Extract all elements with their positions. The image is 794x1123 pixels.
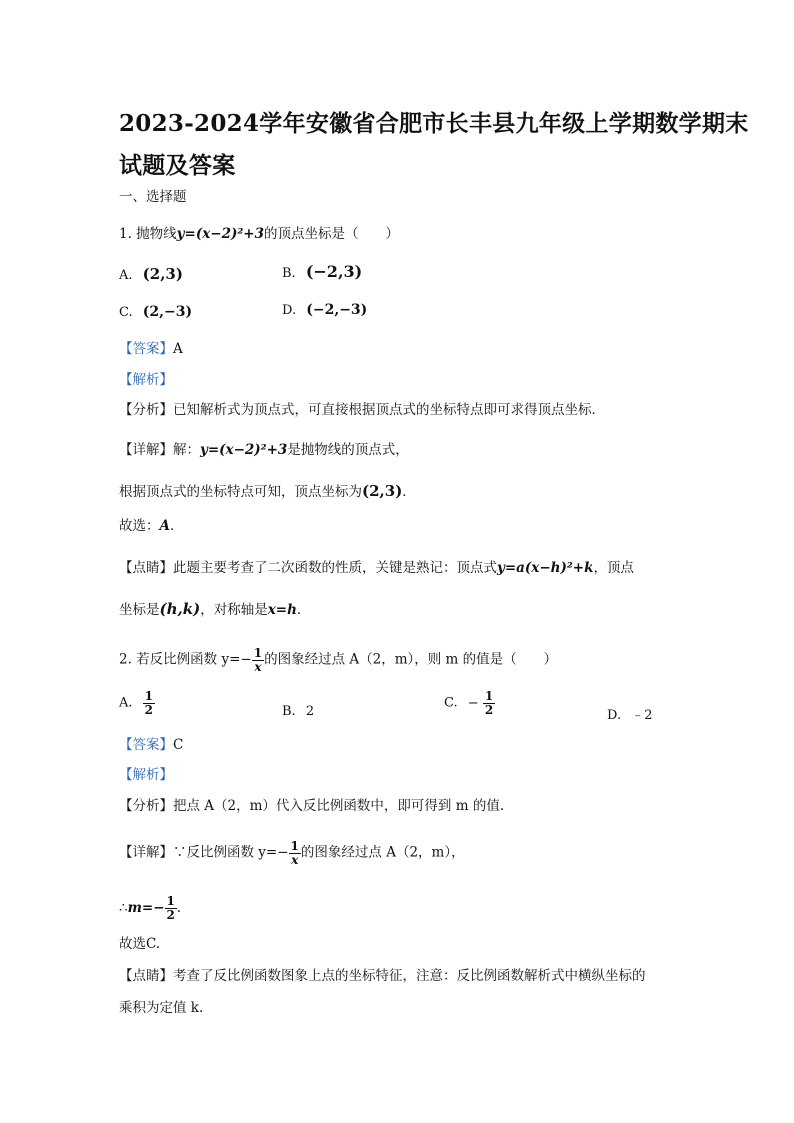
q1-dianjing-line2	[119, 598, 310, 618]
q1-fenxi	[119, 398, 605, 418]
q1-option-b-value: (−2,3)	[305, 262, 363, 281]
q2-dianjing-text: 考查了反比例函数图象上点的坐标特征，注意：反比例函数解析式中横纵坐标的	[173, 968, 646, 984]
q1-option-d-value: (−2,−3)	[306, 302, 368, 318]
q2-option-c-num: 1	[484, 689, 494, 703]
q1-vertex-line	[119, 480, 416, 500]
q2-answer-value: C	[173, 737, 184, 753]
q1-dianjing-label: 【点睛】	[119, 560, 173, 576]
q2-m-value-line	[119, 886, 190, 922]
q2-option-c-letter: C.	[444, 695, 458, 711]
q2-m-den: 2	[166, 908, 175, 922]
q1-xiangjie-text2: 是抛物线的顶点式，	[287, 442, 409, 458]
q2-fenxi-label: 【分析】	[119, 798, 173, 814]
q2-m-eq: m=−	[127, 900, 165, 916]
q2-analysis-label: 【解析】	[119, 767, 173, 783]
q2-option-a-fraction	[143, 690, 155, 716]
q1-answer-value: A	[173, 341, 183, 357]
q2-option-a-den: 2	[144, 702, 154, 717]
q1-option-b-letter: B.	[282, 266, 296, 281]
q1-option-b	[282, 262, 362, 281]
q1-xiangjie	[119, 438, 409, 458]
q1-answer	[119, 337, 183, 357]
q2-dianjing	[119, 964, 646, 984]
q2-option-a-letter: A.	[119, 695, 133, 711]
q2-option-d-letter: D.	[607, 708, 622, 723]
q1-dianjing-formula: y=a(x−h)²+k	[497, 560, 594, 576]
doc-title-line2: 试题及答案	[119, 152, 236, 179]
q1-formula: y=(x−2)²+3	[176, 226, 264, 242]
q1-dianjing	[119, 556, 634, 576]
q2-xiangjie-fraction	[289, 840, 301, 866]
q2-option-c-fraction	[483, 690, 495, 716]
q1-line2-value: (2,3)	[362, 482, 403, 500]
q2-prefix: 2. 若反比例函数 y=−	[119, 651, 252, 668]
q1-dianjing-end: ．	[296, 602, 311, 618]
q2-dianjing-label: 【点睛】	[119, 968, 173, 984]
q2-dianjing-line2: 乘积为定值 k.	[119, 1000, 204, 1016]
q2-option-d	[607, 704, 653, 723]
q2-m-num: 1	[166, 894, 175, 909]
q2-option-b-letter: B.	[282, 704, 296, 719]
q2-option-c	[444, 690, 495, 716]
q2-xiangjie-text1: ∵反比例函数 y=−	[173, 844, 289, 861]
q1-dianjing-line2a: 坐标是	[119, 602, 160, 618]
q2-xiangjie-den: x	[291, 852, 299, 867]
q1-dianjing-axis: x=h	[267, 602, 297, 618]
q2-xiangjie-label: 【详解】	[119, 844, 173, 861]
q2-m-fraction	[165, 895, 177, 921]
q2-suffix: 的图象经过点 A（2，m），则 m 的值是（ ）	[264, 651, 558, 668]
q2-fenxi-text: 把点 A（2，m）代入反比例函数中，即可得到 m 的值.	[173, 798, 505, 814]
q1-option-c-value: (2,−3)	[142, 304, 193, 320]
q1-option-d	[282, 302, 367, 318]
doc-title-line1: 2023-2024学年安徽省合肥市长丰县九年级上学期数学期末	[119, 110, 749, 137]
q2-therefore: ∴	[119, 900, 128, 916]
q2-answer	[119, 733, 183, 753]
q2-option-b-value: 2	[305, 704, 315, 719]
q1-dianjing-text: 此题主要考查了二次函数的性质，关键是熟记：顶点式	[173, 560, 497, 576]
q1-fenxi-text: 已知解析式为顶点式，可直接根据顶点式的坐标特点即可求得顶点坐标．	[173, 402, 605, 418]
q1-guxuan	[119, 514, 183, 534]
q1-fenxi-label: 【分析】	[119, 402, 173, 418]
q1-suffix: 的顶点坐标是（ ）	[263, 226, 399, 242]
q2-option-a	[119, 690, 155, 716]
q1-option-d-letter: D.	[282, 303, 297, 318]
q2-guxuan: 故选C.	[119, 936, 161, 952]
q1-xiangjie-text1: 解：	[173, 442, 200, 458]
q1-guxuan-end: ．	[169, 518, 184, 534]
q2-stem	[119, 647, 557, 673]
q1-guxuan-text: 故选：	[119, 518, 160, 534]
q2-m-end: ．	[176, 900, 191, 916]
q1-option-c	[119, 304, 192, 320]
q2-xiangjie	[119, 840, 465, 866]
q2-option-a-num: 1	[144, 689, 154, 703]
q2-xiangjie-num: 1	[290, 839, 299, 853]
q2-answer-label: 【答案】	[119, 737, 173, 753]
q1-stem	[119, 222, 399, 242]
q1-option-a-value: (2,3)	[142, 265, 183, 283]
q1-xiangjie-label: 【详解】	[119, 442, 173, 458]
q2-option-b	[282, 704, 314, 719]
q2-xiangjie-text2: 的图象经过点 A（2，m），	[300, 844, 465, 861]
q1-line2-end: ．	[402, 484, 416, 500]
q2-frac-den: x	[254, 659, 262, 674]
q1-analysis-label: 【解析】	[119, 372, 173, 388]
q2-option-c-sign: −	[467, 695, 479, 711]
q1-xiangjie-formula: y=(x−2)²+3	[200, 442, 288, 458]
q1-line2-text: 根据顶点式的坐标特点可知，顶点坐标为	[119, 484, 362, 500]
q1-option-c-letter: C.	[119, 305, 133, 320]
section-heading: 一、选择题	[119, 189, 187, 205]
q2-option-d-value: ﹣2	[631, 708, 653, 723]
q2-fenxi	[119, 794, 504, 814]
q1-prefix: 1. 抛物线	[119, 226, 177, 242]
q1-answer-label: 【答案】	[119, 341, 173, 357]
q1-dianjing-line2b: ，对称轴是	[200, 602, 268, 618]
q2-frac-num: 1	[253, 646, 263, 660]
q2-fraction	[252, 647, 264, 673]
q1-dianjing-coord: (h,k)	[159, 600, 201, 618]
q1-option-a	[119, 265, 183, 283]
q1-option-a-letter: A.	[119, 268, 133, 283]
q1-dianjing-tail: ，顶点	[593, 560, 634, 576]
q2-option-c-den: 2	[484, 702, 494, 717]
q1-guxuan-value: A	[159, 518, 170, 534]
